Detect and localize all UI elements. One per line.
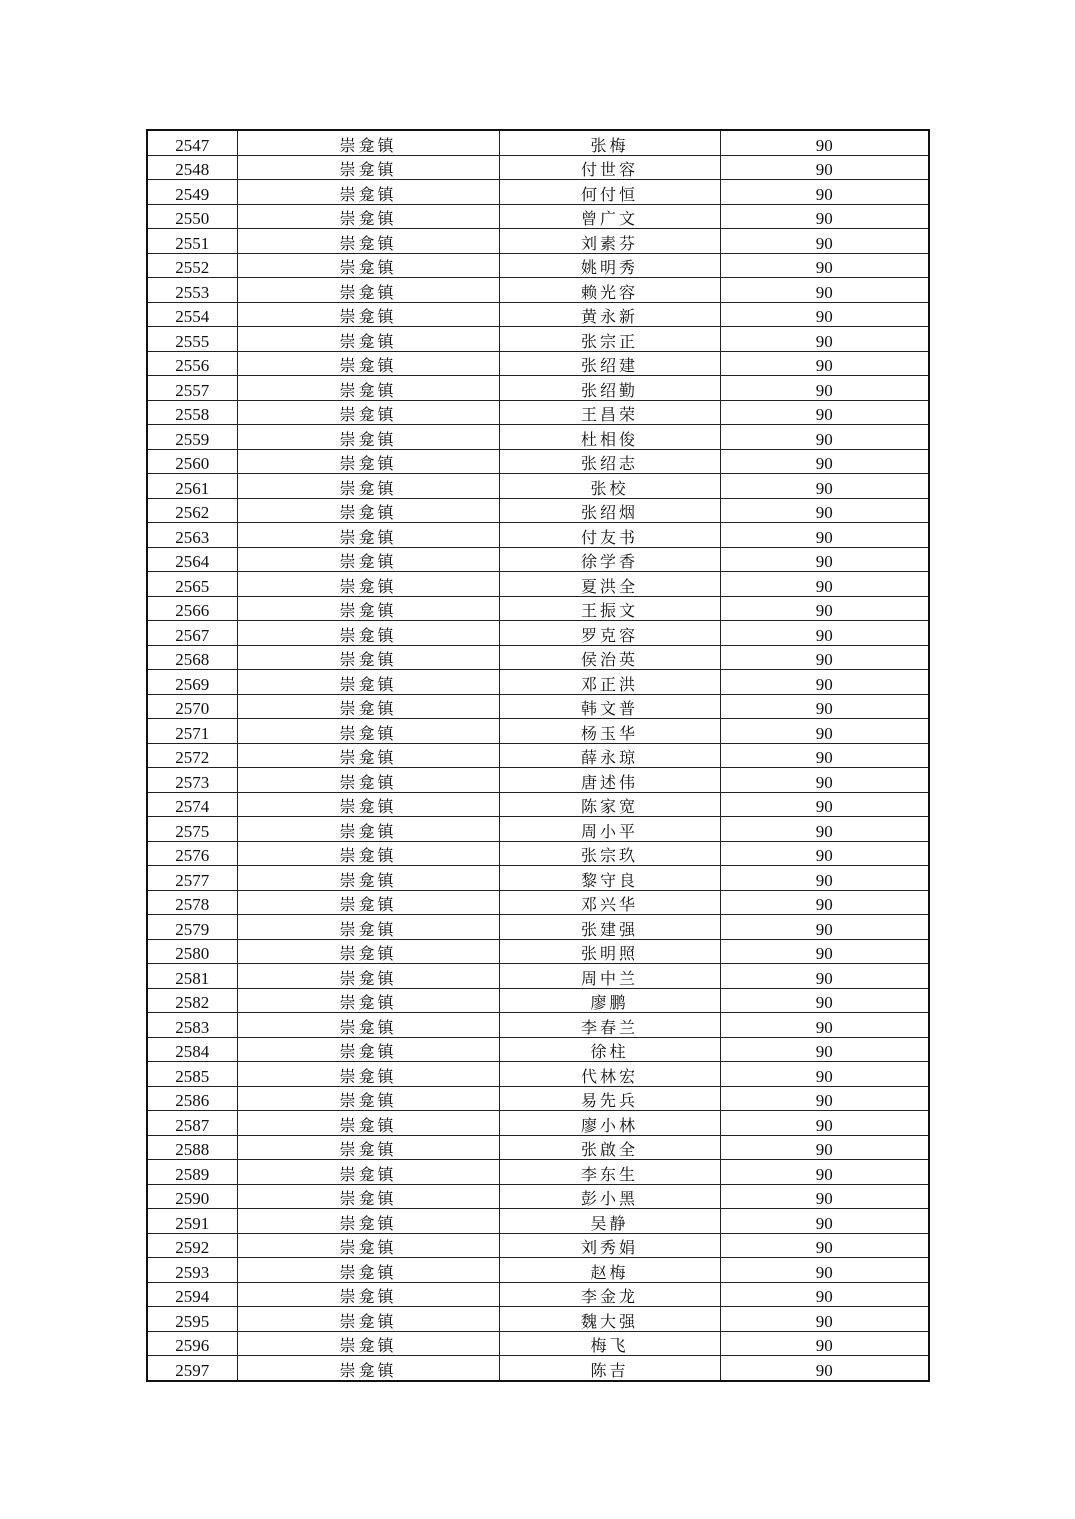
town-cell: 崇龛镇 [237,915,499,940]
town-cell: 崇龛镇 [237,351,499,376]
town-cell: 崇龛镇 [237,278,499,303]
table-row [147,253,929,278]
value-cell: 90 [720,792,929,817]
town-cell: 崇龛镇 [237,1184,499,1209]
row-number-cell: 2597 [147,1356,237,1381]
name-cell: 徐柱 [499,1037,720,1062]
value-cell: 90 [720,229,929,254]
town-cell: 崇龛镇 [237,719,499,744]
name-cell: 张绍志 [499,449,720,474]
name-cell: 魏大强 [499,1307,720,1332]
name-cell: 韩文普 [499,694,720,719]
table-row [147,229,929,254]
row-number-cell: 2571 [147,719,237,744]
value-cell: 90 [720,376,929,401]
table-row [147,498,929,523]
town-cell: 崇龛镇 [237,547,499,572]
name-cell: 易先兵 [499,1086,720,1111]
value-cell: 90 [720,474,929,499]
name-cell: 刘素芬 [499,229,720,254]
value-cell: 90 [720,743,929,768]
row-number-cell: 2547 [147,130,237,155]
table-row [147,376,929,401]
name-cell: 张宗正 [499,327,720,352]
table-row [147,1135,929,1160]
town-cell: 崇龛镇 [237,1209,499,1234]
value-cell: 90 [720,621,929,646]
name-cell: 赖光容 [499,278,720,303]
name-cell: 唐述伟 [499,768,720,793]
row-number-cell: 2589 [147,1160,237,1185]
row-number-cell: 2555 [147,327,237,352]
town-cell: 崇龛镇 [237,1258,499,1283]
town-cell: 崇龛镇 [237,1282,499,1307]
value-cell: 90 [720,204,929,229]
town-cell: 崇龛镇 [237,425,499,450]
value-cell: 90 [720,768,929,793]
name-cell: 姚明秀 [499,253,720,278]
name-cell: 付世容 [499,155,720,180]
value-cell: 90 [720,719,929,744]
town-cell: 崇龛镇 [237,621,499,646]
name-cell: 廖小林 [499,1111,720,1136]
town-cell: 崇龛镇 [237,890,499,915]
name-cell: 陈吉 [499,1356,720,1381]
value-cell: 90 [720,1086,929,1111]
town-cell: 崇龛镇 [237,498,499,523]
table-row [147,915,929,940]
row-number-cell: 2581 [147,964,237,989]
town-cell: 崇龛镇 [237,449,499,474]
row-number-cell: 2592 [147,1233,237,1258]
name-cell: 彭小黑 [499,1184,720,1209]
table-row [147,792,929,817]
name-cell: 付友书 [499,523,720,548]
town-cell: 崇龛镇 [237,645,499,670]
table-row [147,1160,929,1185]
table-row [147,1013,929,1038]
row-number-cell: 2594 [147,1282,237,1307]
row-number-cell: 2565 [147,572,237,597]
row-number-cell: 2574 [147,792,237,817]
table-row [147,1184,929,1209]
town-cell: 崇龛镇 [237,180,499,205]
table-row [147,1086,929,1111]
value-cell: 90 [720,1160,929,1185]
row-number-cell: 2579 [147,915,237,940]
town-cell: 崇龛镇 [237,964,499,989]
row-number-cell: 2562 [147,498,237,523]
table-row [147,1356,929,1381]
town-cell: 崇龛镇 [237,596,499,621]
table-row [147,939,929,964]
value-cell: 90 [720,572,929,597]
value-cell: 90 [720,1331,929,1356]
name-cell: 张绍建 [499,351,720,376]
table-row [147,670,929,695]
row-number-cell: 2549 [147,180,237,205]
value-cell: 90 [720,523,929,548]
town-cell: 崇龛镇 [237,1356,499,1381]
value-cell: 90 [720,180,929,205]
town-cell: 崇龛镇 [237,229,499,254]
table-row [147,180,929,205]
row-number-cell: 2583 [147,1013,237,1038]
name-cell: 张宗玖 [499,841,720,866]
row-number-cell: 2590 [147,1184,237,1209]
name-cell: 王振文 [499,596,720,621]
row-number-cell: 2595 [147,1307,237,1332]
value-cell: 90 [720,841,929,866]
table-row [147,474,929,499]
town-cell: 崇龛镇 [237,155,499,180]
name-cell: 陈家宽 [499,792,720,817]
town-cell: 崇龛镇 [237,670,499,695]
town-cell: 崇龛镇 [237,792,499,817]
town-cell: 崇龛镇 [237,1086,499,1111]
row-number-cell: 2585 [147,1062,237,1087]
table-row [147,890,929,915]
table-row [147,866,929,891]
row-number-cell: 2591 [147,1209,237,1234]
town-cell: 崇龛镇 [237,1233,499,1258]
town-cell: 崇龛镇 [237,939,499,964]
name-cell: 张明照 [499,939,720,964]
town-cell: 崇龛镇 [237,572,499,597]
town-cell: 崇龛镇 [237,253,499,278]
value-cell: 90 [720,302,929,327]
value-cell: 90 [720,670,929,695]
name-cell: 代林宏 [499,1062,720,1087]
table-row [147,694,929,719]
value-cell: 90 [720,817,929,842]
row-number-cell: 2561 [147,474,237,499]
row-number-cell: 2577 [147,866,237,891]
table-row [147,572,929,597]
table-row [147,327,929,352]
town-cell: 崇龛镇 [237,1111,499,1136]
value-cell: 90 [720,400,929,425]
town-cell: 崇龛镇 [237,1135,499,1160]
row-number-cell: 2587 [147,1111,237,1136]
table-row [147,1062,929,1087]
value-cell: 90 [720,253,929,278]
value-cell: 90 [720,596,929,621]
row-number-cell: 2564 [147,547,237,572]
name-cell: 徐学香 [499,547,720,572]
row-number-cell: 2580 [147,939,237,964]
name-cell: 张校 [499,474,720,499]
table-row [147,523,929,548]
town-cell: 崇龛镇 [237,743,499,768]
table-row [147,425,929,450]
value-cell: 90 [720,278,929,303]
table-row [147,351,929,376]
name-cell: 邓正洪 [499,670,720,695]
row-number-cell: 2578 [147,890,237,915]
name-cell: 薛永琼 [499,743,720,768]
name-cell: 杜相俊 [499,425,720,450]
value-cell: 90 [720,130,929,155]
name-cell: 侯治英 [499,645,720,670]
value-cell: 90 [720,1037,929,1062]
town-cell: 崇龛镇 [237,1013,499,1038]
row-number-cell: 2582 [147,988,237,1013]
name-cell: 黎守良 [499,866,720,891]
table-row [147,964,929,989]
name-cell: 吴静 [499,1209,720,1234]
table-row [147,645,929,670]
row-number-cell: 2548 [147,155,237,180]
value-cell: 90 [720,866,929,891]
value-cell: 90 [720,327,929,352]
name-cell: 曾广文 [499,204,720,229]
roster-table [146,129,930,1382]
row-number-cell: 2568 [147,645,237,670]
value-cell: 90 [720,939,929,964]
row-number-cell: 2567 [147,621,237,646]
name-cell: 周小平 [499,817,720,842]
value-cell: 90 [720,1307,929,1332]
name-cell: 张建强 [499,915,720,940]
row-number-cell: 2556 [147,351,237,376]
value-cell: 90 [720,1209,929,1234]
value-cell: 90 [720,1356,929,1381]
value-cell: 90 [720,351,929,376]
value-cell: 90 [720,1184,929,1209]
row-number-cell: 2560 [147,449,237,474]
value-cell: 90 [720,1135,929,1160]
town-cell: 崇龛镇 [237,817,499,842]
name-cell: 梅飞 [499,1331,720,1356]
row-number-cell: 2570 [147,694,237,719]
table-row [147,743,929,768]
value-cell: 90 [720,645,929,670]
value-cell: 90 [720,1062,929,1087]
table-row [147,400,929,425]
town-cell: 崇龛镇 [237,768,499,793]
row-number-cell: 2575 [147,817,237,842]
name-cell: 李东生 [499,1160,720,1185]
town-cell: 崇龛镇 [237,866,499,891]
town-cell: 崇龛镇 [237,1160,499,1185]
table-row [147,768,929,793]
table-row [147,1307,929,1332]
value-cell: 90 [720,1282,929,1307]
value-cell: 90 [720,915,929,940]
row-number-cell: 2553 [147,278,237,303]
table-row [147,596,929,621]
value-cell: 90 [720,1258,929,1283]
table-row [147,1258,929,1283]
name-cell: 杨玉华 [499,719,720,744]
name-cell: 张啟全 [499,1135,720,1160]
row-number-cell: 2563 [147,523,237,548]
town-cell: 崇龛镇 [237,130,499,155]
name-cell: 廖鹏 [499,988,720,1013]
row-number-cell: 2573 [147,768,237,793]
value-cell: 90 [720,1013,929,1038]
town-cell: 崇龛镇 [237,1037,499,1062]
name-cell: 赵梅 [499,1258,720,1283]
table-row [147,302,929,327]
row-number-cell: 2554 [147,302,237,327]
name-cell: 周中兰 [499,964,720,989]
table-row [147,1282,929,1307]
name-cell: 邓兴华 [499,890,720,915]
town-cell: 崇龛镇 [237,204,499,229]
value-cell: 90 [720,694,929,719]
row-number-cell: 2550 [147,204,237,229]
table-row [147,841,929,866]
name-cell: 王昌荣 [499,400,720,425]
value-cell: 90 [720,449,929,474]
name-cell: 张绍勤 [499,376,720,401]
value-cell: 90 [720,1233,929,1258]
value-cell: 90 [720,547,929,572]
value-cell: 90 [720,155,929,180]
table-row [147,449,929,474]
value-cell: 90 [720,988,929,1013]
town-cell: 崇龛镇 [237,327,499,352]
table-row [147,988,929,1013]
town-cell: 崇龛镇 [237,694,499,719]
table-row [147,1111,929,1136]
name-cell: 李春兰 [499,1013,720,1038]
value-cell: 90 [720,425,929,450]
name-cell: 黄永新 [499,302,720,327]
town-cell: 崇龛镇 [237,474,499,499]
name-cell: 何付恒 [499,180,720,205]
town-cell: 崇龛镇 [237,523,499,548]
row-number-cell: 2596 [147,1331,237,1356]
town-cell: 崇龛镇 [237,302,499,327]
row-number-cell: 2552 [147,253,237,278]
table-row [147,817,929,842]
row-number-cell: 2588 [147,1135,237,1160]
town-cell: 崇龛镇 [237,988,499,1013]
row-number-cell: 2593 [147,1258,237,1283]
row-number-cell: 2557 [147,376,237,401]
name-cell: 李金龙 [499,1282,720,1307]
value-cell: 90 [720,1111,929,1136]
table-row [147,204,929,229]
row-number-cell: 2566 [147,596,237,621]
table-row [147,1037,929,1062]
town-cell: 崇龛镇 [237,1331,499,1356]
table-row [147,278,929,303]
table-row [147,130,929,155]
row-number-cell: 2572 [147,743,237,768]
name-cell: 张绍烟 [499,498,720,523]
value-cell: 90 [720,890,929,915]
table-row [147,1233,929,1258]
table-row [147,155,929,180]
row-number-cell: 2569 [147,670,237,695]
name-cell: 张梅 [499,130,720,155]
name-cell: 罗克容 [499,621,720,646]
row-number-cell: 2586 [147,1086,237,1111]
row-number-cell: 2576 [147,841,237,866]
name-cell: 夏洪全 [499,572,720,597]
town-cell: 崇龛镇 [237,1062,499,1087]
table-row [147,719,929,744]
town-cell: 崇龛镇 [237,376,499,401]
value-cell: 90 [720,498,929,523]
row-number-cell: 2551 [147,229,237,254]
town-cell: 崇龛镇 [237,1307,499,1332]
table-row [147,1331,929,1356]
value-cell: 90 [720,964,929,989]
row-number-cell: 2558 [147,400,237,425]
table-row [147,1209,929,1234]
row-number-cell: 2559 [147,425,237,450]
town-cell: 崇龛镇 [237,400,499,425]
town-cell: 崇龛镇 [237,841,499,866]
table-row [147,547,929,572]
name-cell: 刘秀娟 [499,1233,720,1258]
roster-table-body [147,130,929,1381]
row-number-cell: 2584 [147,1037,237,1062]
table-row [147,621,929,646]
